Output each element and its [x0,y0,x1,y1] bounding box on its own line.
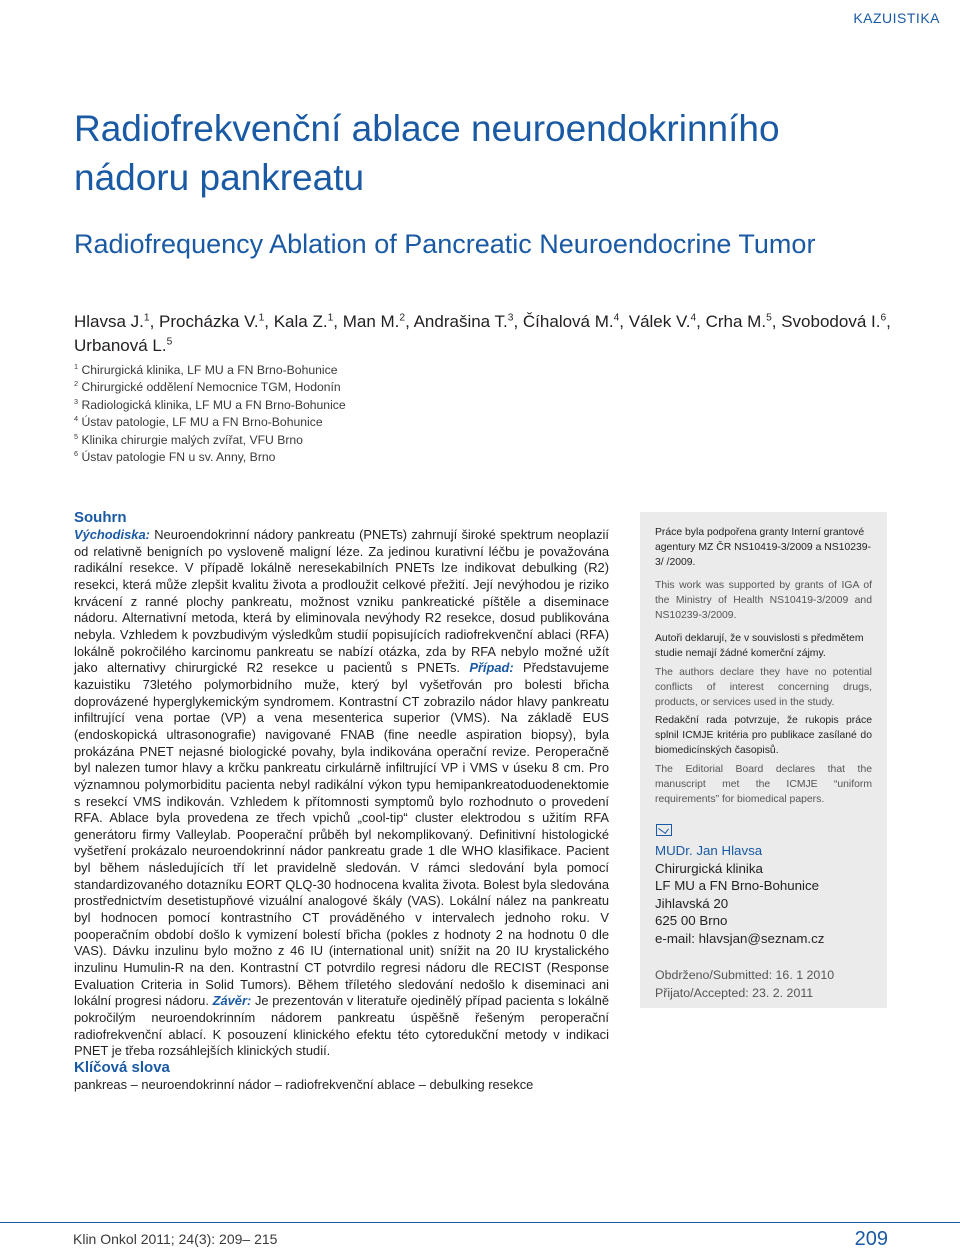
author-name: Hlavsa J. [74,312,144,331]
section-label: KAZUISTIKA [853,10,940,26]
abstract-case-text: Představujeme kazuistiku 73letého polymorbidního muže, který byl vyšetřován pro bolesti břicha doprovázené hyperglykemickým syndromem. Kontrastní CT zobrazilo nádor hlavy pankreatu infiltrující vena portae (VP) a vena mesenterica superior (VMS). Na základě EUS (endoskopická ultrasonografie) navigované FNAB (fine needle aspiration biopsy), byla prokázána PNET nejasné biologické povahy, byla indikována operační revize. Peroperačně byl nalezen tumor hlavy a krčku pankreatu cirkulárně infiltrující VP i VMS v úseku 8 cm. Pro významnou polymorbiditu pacienta nebyl radikální výkon typu hemipankreatoduodenektomie s resekcí VMS indikován. Vzhledem k přítomnosti symptomů bylo rozhodnuto o provedení RFA. Ablace byla provedena ze třech vpichů „cool-tip“ cluster elektrodou s užitím RFA generátoru firmy Valleylab. Pooperační průběh byl nekomplikovaný. Definitivní histologické vyšetření prokázalo neuroendokrinní nádor pankreatu grade 1 dle WHO klasifikace. Pacient byl během následujících tří let pravidelně sledován. V rámci sledování byla pomocí standardizovaného dotazníku EORT QLQ-30 hodnocena kvalita života. Bolest byla sledována prostřednictvím desetistupňové vizuální analogové škály (VAS). Lokální nález na pankreatu byl hodnocen pomocí kontrastního CT prováděného v intervalech jednoho roku. V pooperačním období došlo k vymizení bolestí břicha (pokles z hodnoty 2 na hodnotu 0 dle VAS). Dávku inzulinu bylo možno z 46 IU (international unit) snížit na 20 IU krystalického inzulinu Humulin-R na den. Kontrastní CT potvrdilo regresi nádoru dle RECIST (Response Evaluation Criteria in Solid Tumors). Během tříletého sledování nedošlo k diseminaci ani lokální progresi nádoru. [74,660,609,1009]
affiliation-number: 2 [74,379,79,389]
affiliation-list [74,362,594,466]
affiliation-text: Chirurgická klinika, LF MU a FN Brno-Bohunice [81,363,338,377]
abstract-conclusion-text: Je prezentován v literatuře ojedinělý případ pacienta s lokálně pokročilým neuroendokrinním nádorem pankreatu úspěšně řešeným peroperační radiofrekvenční ablací. K posouzení klinického efektu této cytoredukční metody v indikaci PNET je třeba rozsáhlejších klinických studií. [74,993,609,1059]
author-affiliation-ref: 1 [258,312,265,324]
contact-hospital: LF MU a FN Brno-Bohunice [655,878,820,894]
contact-department: Chirurgická klinika [655,860,763,876]
author-separator: , [264,312,274,331]
author-name: Válek V. [628,312,691,331]
grant-note-en: This work was supported by grants of IGA of the Ministry of Health NS10419-3/2009 and NS10239-3/2009. [655,580,872,621]
author-name: Procházka V. [159,312,259,331]
author-name: Crha M. [705,312,767,331]
abstract-background-text: Neuroendokrinní nádory pankreatu (PNETs) zahrnují široké spektrum neoplazií od relativně benigních po vysloveně maligní léze. Za jedinou kurativní léčbu je považována radikální resekce. V případě lokálně neresekabilních PNETs lze indikovat debulking (R2) resekci, která může zlepšit kvalitu života a prodloužit celkové přežití. Její nevýhodou je riziko krvácení z ranné plochy pankreatu, možnost vzniku pankreatické píštěle a diseminace nádoru. Alternativní metoda, která by eliminovala nevýhody R2 resekce, dosud publikována nebyla. Vzhledem k povzbudivým výsledkům studií popisujících radiofrekvenční ablaci (RFA) lokálně pokročilého karcinomu pankreatu se nabízí otázka, zda by RFA nebylo možné užít jako alternativy chirurgické R2 resekce u pacientů s PNETs. [74,527,609,676]
author-affiliation-ref: 4 [690,312,697,324]
author-affiliation-ref: 1 [327,312,334,324]
correspondence-address [655,842,880,948]
article-title-line-1: Radiofrekvenční ablace neuroendokrinního [74,108,780,149]
affiliation-number: 4 [74,414,79,424]
article-title-line-2: nádoru pankreatu [74,157,365,198]
author-name: Kala Z. [273,312,328,331]
grant-note-cz: Práce byla podpořena granty Interní grantové agentury MZ ČR NS10419-3/2009 a NS10239-3/ /2009. [655,527,872,568]
author-name: Man M. [342,312,400,331]
author-name: Svobodová I. [781,312,881,331]
affiliation-number: 5 [74,431,79,441]
author-affiliation-ref: 5 [766,312,772,324]
keywords-heading: Klíčová slova [74,1059,170,1076]
author-separator: , [619,312,629,331]
footer-divider [0,1222,960,1223]
abstract-label-background: Východiska: [74,527,150,542]
affiliation-item [74,432,594,449]
author-separator: , [771,312,782,331]
conflict-note-cz: Autoři deklarují, že v souvislosti s předmětem studie nemají žádné komerční zájmy. [655,633,864,659]
author-affiliation-ref: 4 [613,312,620,324]
affiliation-item [74,397,594,414]
editorial-note-cz: Redakční rada potvrzuje, že rukopis práce splnil ICMJE kritéria pro publikace zasílané do biomedicínských časopisů. [655,715,872,756]
conflict-note-en: The authors declare they have no potential conflicts of interest concerning drugs, products, or services used in the study. [655,667,872,708]
affiliation-item [74,379,594,396]
contact-city: 625 00 Brno [655,913,728,929]
abstract-label-conclusion: Závěr: [212,993,252,1009]
article-title [74,104,894,202]
affiliation-text: Ústav patologie FN u sv. Anny, Brno [81,450,276,465]
affiliation-item [74,449,594,466]
contact-street: Jihlavská 20 [655,895,729,911]
abstract-heading: Souhrn [74,509,127,526]
affiliation-number: 6 [74,448,79,458]
author-separator: , [513,312,523,331]
author-name: Číhalová M. [522,312,614,331]
envelope-icon [656,824,672,836]
contact-name: MUDr. Jan Hlavsa [655,843,763,858]
submission-dates [655,966,880,1003]
author-separator: , [886,312,891,331]
keywords-list: pankreas – neuroendokrinní nádor – radiofrekvenční ablace – debulking resekce [74,1077,534,1092]
author-affiliation-ref: 2 [399,312,406,324]
page-number: 209 [854,1228,888,1250]
date-accepted: Přijato/Accepted: 23. 2. 2011 [655,986,814,1001]
author-affiliation-ref: 6 [880,312,887,324]
affiliation-item [74,414,594,431]
editorial-note-en: The Editorial Board declares that the manuscript met the ICMJE “uniform requirements” for biomedical papers. [655,764,872,805]
author-name: Andrašina T. [413,312,508,331]
author-separator: , [149,312,160,331]
affiliation-number: 1 [74,361,79,371]
affiliation-text: Klinika chirurgie malých zvířat, VFU Brno [81,432,303,447]
abstract-label-case: Případ: [469,660,514,676]
author-separator: , [696,312,706,331]
abstract-body [74,527,609,1060]
affiliation-text: Radiologická klinika, LF MU a FN Brno-Bohunice [81,397,346,412]
affiliation-number: 3 [74,396,79,406]
author-separator: , [333,312,343,331]
journal-citation: Klin Onkol 2011; 24(3): 209– 215 [73,1231,278,1247]
contact-email[interactable]: e-mail: hlavsjan@seznam.cz [655,930,825,946]
author-separator: , [405,312,414,331]
author-list [74,310,924,358]
author-affiliation-ref: 5 [166,336,173,348]
affiliation-text: Ústav patologie, LF MU a FN Brno-Bohunice [81,415,323,430]
affiliation-item [74,362,594,379]
date-submitted: Obdrženo/Submitted: 16. 1 2010 [655,968,835,982]
author-name: Urbanová L. [74,336,167,355]
author-affiliation-ref: 3 [507,312,514,324]
affiliation-text: Chirurgické oddělení Nemocnice TGM, Hodonín [81,380,341,395]
article-title-english: Radiofrequency Ablation of Pancreatic Neuroendocrine Tumor [74,229,816,259]
author-affiliation-ref: 1 [143,312,150,324]
